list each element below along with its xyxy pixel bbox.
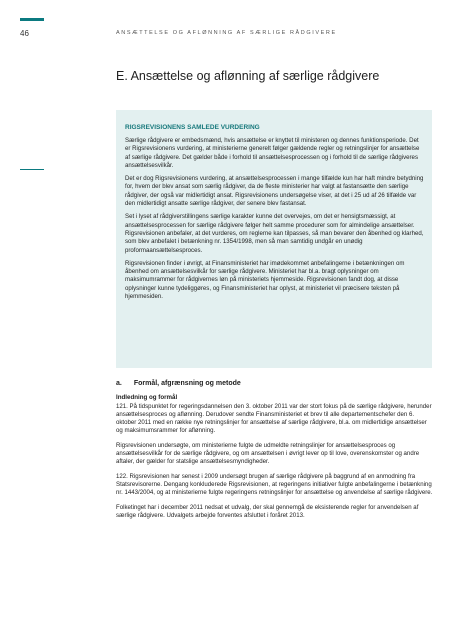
- summary-box-body: [125, 137, 425, 306]
- section-a: [116, 380, 434, 526]
- summary-paragraph: Særlige rådgivere er embedsmænd, hvis ansættelse er knyttet til ministeren og dennes funktionsperiode. Det er Rigsrevisionens vurdering, at ministerierne generelt følger gældende regler og retningslinjer for ansættelse af særlige rådgivere. Det gælder både i forhold til ansættelsesprocessen og i forhold til de særlige rådgiveres ansættelsesvilkår.: [125, 137, 420, 169]
- summary-paragraph: Rigsrevisionen finder i øvrigt, at Finansministeriet har imødekommet anbefalingerne i betænkningen om åbenhed om ansættelsesvilkår for særlige rådgivere. Ministeriet har bl.a. bragt oplysninger om maksimumrammer for rådgivernes løn på ministeriets hjemmeside. Rigsrevisionen fandt dog, at disse oplysninger kunne tydeliggøres, og Finansministeriet har oplyst, at ministeriet vil præcisere teksten på hjemmesiden.: [125, 259, 405, 301]
- summary-box: [116, 110, 432, 368]
- summary-paragraph: Det er dog Rigsrevisionens vurdering, at ansættelsesprocessen i mange tilfælde kun har haft mindre betydning for, hvem der blev ansat som særlig rådgiver, da de fleste ministerier har valgt at fastansætte den særlige rådgiver, der også var midlertidigt ansat. Rigsrevisionens undersøgelse viser, at det i 25 ud af 26 tilfælde var den midlertidigt ansatte særlige rådgiver, der senere blev fastansat.: [125, 175, 424, 208]
- body-paragraph: 121. På tidspunktet for regeringsdannelsen den 3. oktober 2011 var der stort fokus på de særlige rådgivere, herunder ansættelsesproces og aflønning. Derudover sendte Finansministeriet et brev til alle departementschefer den 6. oktober 2011 med en række nye retningslinjer for ansættelse af særlige rådgivere, bl.a. om midlertidige ansættelser og maksimumsrammer for aflønning.: [116, 402, 432, 435]
- body-paragraph: 122. Rigsrevisionen har senest i 2009 undersøgt brugen af særlige rådgivere på baggrund af en anmodning fra Statsrevisorerne. Dengang konkluderede Rigsrevisionen, at regeringens initiativer fulgte anbefalingerne i betænkning nr. 1443/2004, og at ministerierne fulgte regeringens retningslinjer for ansættelse og anvendelse af særlige rådgivere.: [116, 472, 433, 497]
- summary-box-title: RIGSREVISIONENS SAMLEDE VURDERING: [125, 124, 260, 131]
- section-number: a.: [116, 380, 122, 387]
- chapter-title: E. Ansættelse og aflønning af særlige rådgivere: [116, 69, 380, 83]
- subheading: Indledning og formål: [116, 394, 178, 402]
- running-header: ANSÆTTELSE OG AFLØNNING AF SÆRLIGE RÅDGIVERE: [116, 30, 337, 36]
- page-number: 46: [20, 29, 29, 38]
- section-heading: [116, 380, 434, 388]
- body-paragraph: Rigsrevisionen undersøgte, om ministerierne fulgte de udmeldte retningslinjer for ansættelsesproces og ansættelsesvilkår for de særlige rådgivere, og om ansættelsen i øvrigt lever op til love, overenskomster og andre aftaler, der gælder for statslige ansættelsesmyndigheder.: [116, 441, 420, 466]
- summary-paragraph: Set i lyset af rådgiverstillingens særlige karakter kunne det overvejes, om det er hensigtsmæssigt, at ansættelsesprocessen for særlige rådgivere følger helt samme procedurer som for almindelige ansættelser. Rigsrevisionen anbefaler, at det vurderes, om reglerne kan tilpasses, så man bevarer den åbenhed og klarhed, som blev anbefalet i betænkning nr. 1354/1998, men så man samtidig undgår en unødig proformaansættelsesproces.: [125, 213, 424, 254]
- body-paragraph: Folketinget har i december 2011 nedsat et udvalg, der skal gennemgå de eksisterende regler for anvendelsen af særlige rådgivere. Udvalgets arbejde forventes afsluttet i foråret 2013.: [116, 503, 419, 519]
- margin-accent-rule: [20, 169, 44, 170]
- header-accent-rule: [20, 18, 44, 21]
- section-title: Formål, afgrænsning og metode: [133, 380, 241, 387]
